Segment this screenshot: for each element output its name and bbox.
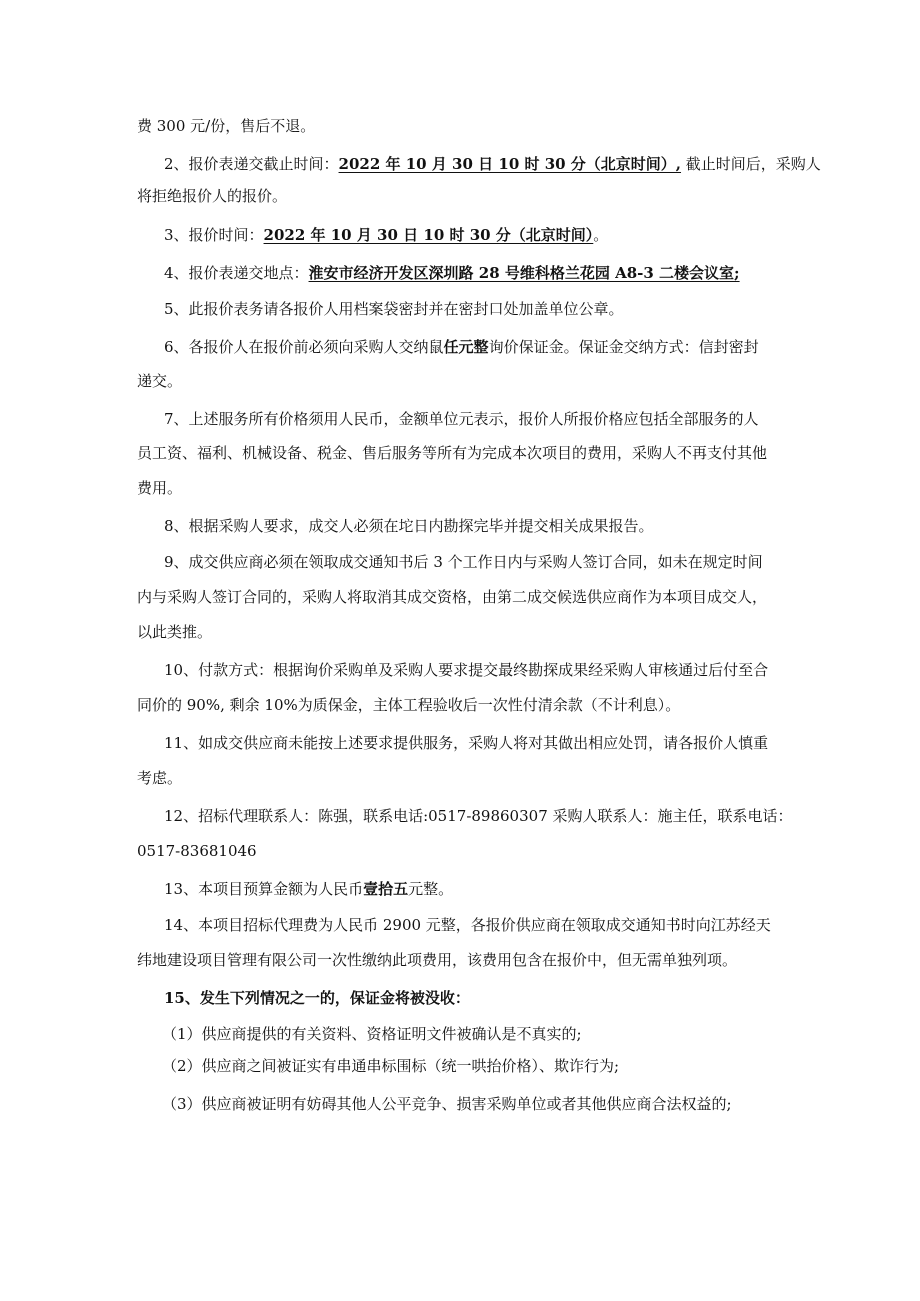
text-line: 14、本项目招标代理费为人民币 2900 元整，各报价供应商在领取成交通知书时向江苏经天 (164, 916, 771, 934)
submission-place-label: 4、报价表递交地点： (164, 264, 309, 282)
text-line: 9、成交供应商必须在领取成交通知书后 3 个工作日内与采购人签订合同，如未在规定时间 (164, 553, 763, 571)
list-item: （3）供应商被证明有妨碍其他人公平竞争、损害采购单位或者其他供应商合法权益的; (162, 1095, 732, 1113)
submission-place-address: 淮安市经济开发区深圳路 28 号维科格兰花园 A8-3 二楼会议室; (308, 264, 740, 282)
text-line: 内与采购人签订合同的，采购人将取消其成交资格，由第二成交候选供应商作为本项目成交人， (137, 588, 768, 606)
text-line: 8、根据采购人要求，成交人必须在坨日内勘探完毕并提交相关成果报告。 (164, 517, 654, 535)
list-item: （2）供应商之间被证实有串通串标围标（统一哄抬价格）、欺诈行为; (162, 1057, 620, 1075)
submission-place-paragraph (164, 263, 740, 283)
text-line: 0517-83681046 (137, 842, 257, 860)
text-line: 10、付款方式：根据询价采购单及采购人要求提交最终勘探成果经采购人审核通过后付至合 (164, 661, 769, 679)
deposit-amount: 任元整 (443, 338, 489, 356)
deposit-note: 询价保证金。保证金交纳方式：信封密封 (488, 338, 759, 356)
budget-label: 13、本项目预算金额为人民币 (164, 880, 364, 898)
budget-amount: 壹拾五 (363, 880, 409, 898)
text-line: 费 300 元/份，售后不退。 (137, 117, 316, 135)
text-line: 5、此报价表务请各报价人用档案袋密封并在密封口处加盖单位公章。 (164, 300, 624, 318)
text-line: 纬地建设项目管理有限公司一次性缴纳此项费用，该费用包含在报价中，但无需单独列项。 (137, 951, 738, 969)
quote-time-end: 。 (593, 226, 609, 244)
deposit-paragraph (164, 337, 759, 357)
text-line: 递交。 (137, 372, 183, 390)
text-line: 11、如成交供应商未能按上述要求提供服务，采购人将对其做出相应处罚，请各报价人慎重 (164, 734, 769, 752)
budget-end: 元整。 (408, 880, 454, 898)
quote-time-date: 2022 年 10 月 30 日 10 时 30 分（北京时间） (263, 226, 594, 244)
text-line: 12、招标代理联系人：陈强，联系电话:0517-89860307 采购人联系人：施主任，联系电话： (164, 807, 793, 825)
forfeit-heading: 15、发生下列情况之一的，保证金将被没收： (164, 989, 470, 1007)
text-line: 费用。 (137, 479, 183, 497)
text-line: 将拒绝报价人的报价。 (137, 187, 288, 205)
text-line: 员工资、福利、机械设备、税金、售后服务等所有为完成本次项目的费用，采购人不再支付其他 (137, 444, 768, 462)
list-item: （1）供应商提供的有关资料、资格证明文件被确认是不真实的; (162, 1025, 582, 1043)
text-line: 同价的 90%, 剩余 10%为质保金，主体工程验收后一次性付清余款（不计利息）。 (137, 696, 681, 714)
text-line: 考虑。 (137, 769, 183, 787)
budget-paragraph (164, 879, 453, 899)
deadline-date: 2022 年 10 月 30 日 10 时 30 分（北京时间）, (338, 155, 682, 173)
deadline-note: 截止时间后，采购人 (681, 155, 821, 173)
quote-time-label: 3、报价时间： (164, 226, 264, 244)
deadline-paragraph (164, 154, 821, 174)
text-line: 7、上述服务所有价格须用人民币，金额单位元表示，报价人所报价格应包括全部服务的人 (164, 410, 759, 428)
deadline-label: 2、报价表递交截止时间： (164, 155, 339, 173)
quote-time-paragraph (164, 225, 608, 245)
text-line: 以此类推。 (137, 623, 213, 641)
deposit-label: 6、各报价人在报价前必须向采购人交纳鼠 (164, 338, 444, 356)
